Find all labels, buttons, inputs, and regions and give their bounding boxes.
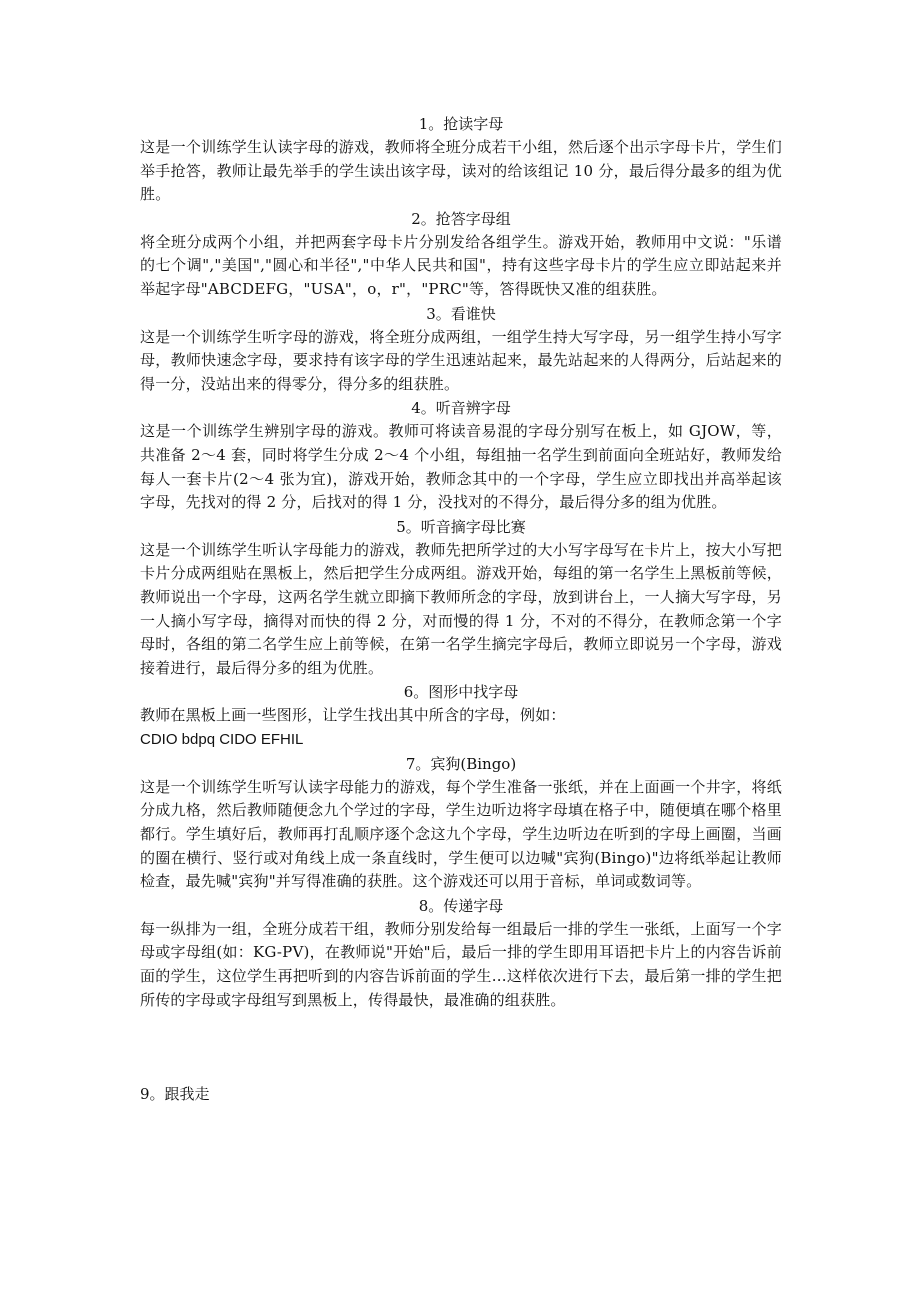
game-8-body: 每一纵排为一组，全班分成若干组，教师分别发给每一组最后一排的学生一张纸，上面写一个字母或字母组(如：KG-PV)，在教师说"开始"后，最后一排的学生即用耳语把卡片上的内容告诉前面的学生，这位学生再把听到的内容告诉前面的学生…这样依次进行下去，最后第一排的学生把所传的字母或字母组写到黑板上，传得最快，最准确的组获胜。 [140, 919, 782, 1009]
game-5-body: 这是一个训练学生听认字母能力的游戏，教师先把所学过的大小写字母写在卡片上，按大小写把卡片分成两组贴在黑板上，然后把学生分成两组。游戏开始，每组的第一名学生上黑板前等候，教师说出一个字母，这两名学生就立即摘下教师所念的字母，放到讲台上，一人摘大写字母，另一人摘小写字母，摘得对而快的得 2 分，对而慢的得 1 分，不对的不得分，在教师念第一个字母时，各组的第二名学生应上前等候，在第一名学生摘完字母后，教师立即说另一个字母，游戏接着进行，最后得分多的组为优胜。 [140, 540, 782, 677]
game-1-title: 1。抢读字母 [418, 115, 504, 133]
game-6-example: CDIO bdpq CIDO EFHIL [140, 730, 304, 748]
section-gap [140, 1012, 782, 1082]
game-3-body: 这是一个训练学生听字母的游戏，将全班分成两组，一组学生持大写字母，另一组学生持小写字母，教师快速念字母，要求持有该字母的学生迅速站起来，最先站起来的人得两分，后站起来的得一分，没站出来的得零分，得分多的组获胜。 [140, 327, 782, 393]
game-3-title: 3。看谁快 [426, 304, 496, 323]
game-1-body: 这是一个训练学生认读字母的游戏，教师将全班分成若干小组，然后逐个出示字母卡片，学生们举手抢答，教师让最先举手的学生读出该字母，读对的给该组记 10 分，最后得分最多的组为优胜。 [140, 138, 782, 204]
game-9-title: 9。跟我走 [140, 1085, 210, 1104]
game-4-body: 这是一个训练学生辨别字母的游戏。教师可将读音易混的字母分别写在板上，如 GJOW，等，共准备 2～4 套，同时将学生分成 2～4 个小组，每组抽一名学生到前面向全班站好，教师发给每人一套卡片(2～4 张为宜)，游戏开始，教师念其中的一个字母，学生应立即找出并高举起该字母，先找对的得 2 分，后找对的得 1 分，没找对的不得分，最后得分多的组为优胜。 [140, 422, 782, 512]
game-7-body: 这是一个训练学生听写认读字母能力的游戏，每个学生准备一张纸，并在上面画一个井字，将纸分成九格，然后教师随便念九个学过的字母，学生边听边将字母填在格子中，随便填在哪个格里都行。学生填好后，教师再打乱顺序逐个念这九个字母，学生边听边在听到的字母上画圈，当画的圈在横行、竖行或对角线上成一条直线时，学生便可以边喊"宾狗(Bingo)"边将纸举起让教师检查，最先喊"宾狗"并写得准确的获胜。这个游戏还可以用于音标，单词或数词等。 [140, 777, 782, 891]
game-2-title: 2。抢答字母组 [411, 209, 511, 228]
game-6-body: 教师在黑板上画一些图形，让学生找出其中所含的字母，例如： [140, 706, 566, 725]
game-2-body: 将全班分成两个小组，并把两套字母卡片分别发给各组学生。游戏开始，教师用中文说："乐谱的七个调","美国","圆心和半径","中华人民共和国"，持有这些字母卡片的学生应立即站起来并举起字母"ABCDEFG，"USA"，o，r"，"PRC"等，答得既快又准的组获胜。 [140, 232, 782, 298]
game-5-title: 5。听音摘字母比赛 [396, 517, 526, 536]
game-8-title: 8。传递字母 [418, 896, 504, 915]
game-6-title: 6。图形中找字母 [403, 683, 519, 702]
game-7-title: 7。宾狗(Bingo) [405, 754, 517, 773]
game-4-title: 4。听音辨字母 [411, 399, 511, 418]
document-page [140, 112, 782, 1106]
